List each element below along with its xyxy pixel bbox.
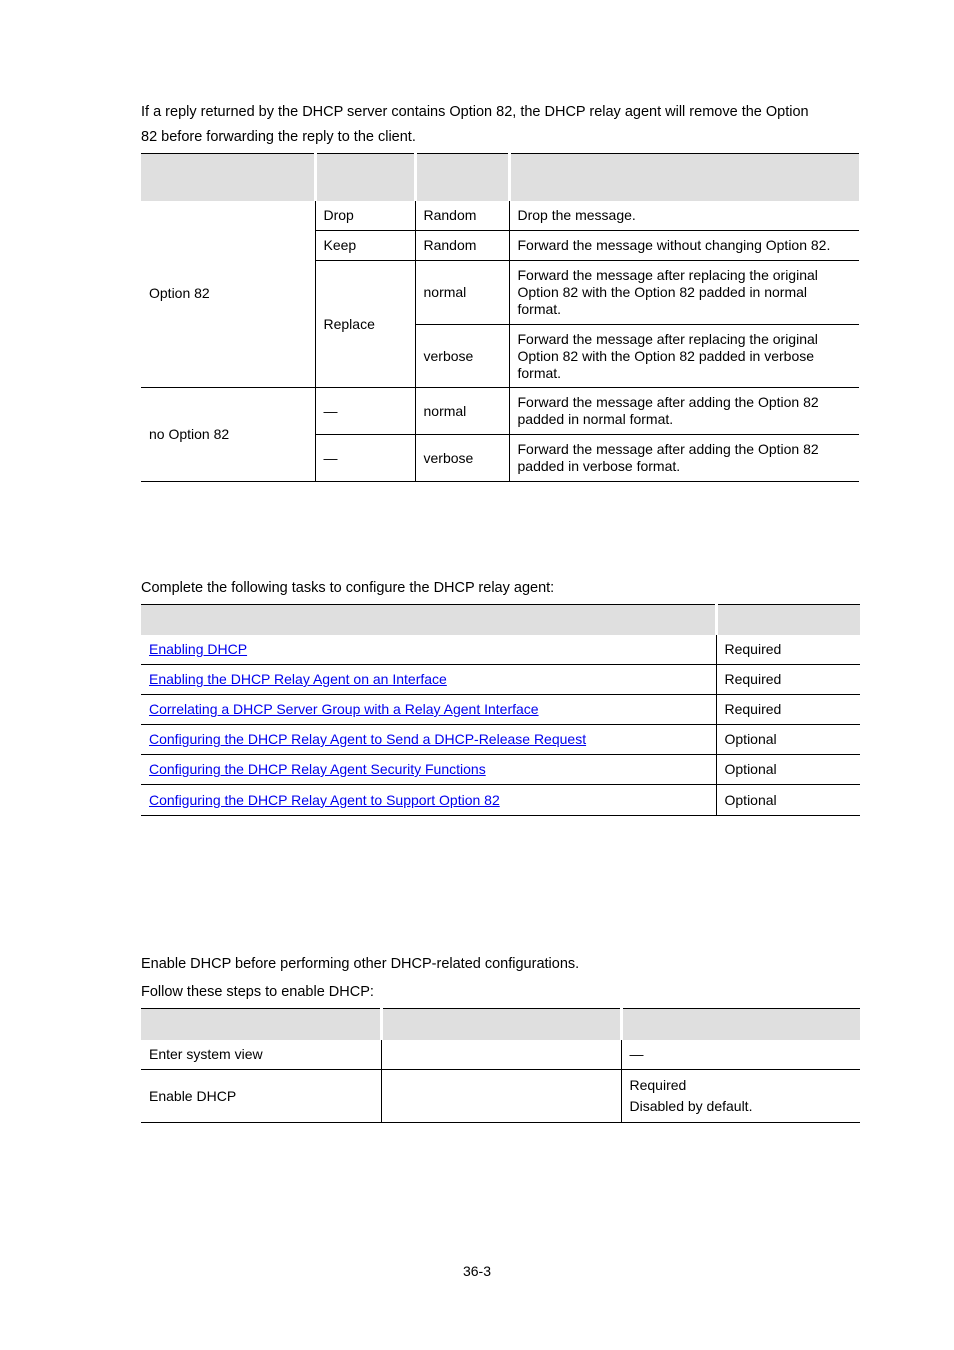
table-row — [141, 725, 860, 755]
remarks-default: Disabled by default. — [629, 1098, 753, 1114]
table-row — [141, 665, 860, 695]
table-header-row — [141, 154, 859, 201]
strategy-cell: Drop — [315, 201, 415, 231]
action-cell: Forward the message after replacing the original Option 82 with the Option 82 padded in normal format. — [509, 261, 859, 325]
tasks-intro: Complete the following tasks to configure the DHCP relay agent: — [141, 580, 555, 596]
remark-cell: Optional — [716, 755, 860, 785]
condition-cell: no Option 82 — [141, 388, 315, 482]
header-cell — [509, 154, 859, 201]
intro-line-1: If a reply returned by the DHCP server contains Option 82, the DHCP relay agent will remove the Option — [141, 104, 809, 120]
remark-cell: Optional — [716, 785, 860, 816]
intro-paragraph — [141, 100, 865, 150]
condition-cell: Option 82 — [141, 201, 315, 388]
padding-cell: normal — [415, 261, 509, 325]
task-link-correlating-server-group[interactable]: Correlating a DHCP Server Group with a Relay Agent Interface — [149, 701, 539, 717]
action-cell: Drop the message. — [509, 201, 859, 231]
header-cell — [415, 154, 509, 201]
table-row — [141, 1040, 860, 1070]
command-cell — [381, 1040, 621, 1070]
header-cell — [716, 605, 860, 635]
remark-cell: Required — [716, 695, 860, 725]
command-cell — [381, 1070, 621, 1123]
table-header-row — [141, 605, 860, 635]
header-cell — [141, 154, 315, 201]
action-cell: Forward the message after adding the Option 82 padded in verbose format. — [509, 435, 859, 482]
table-row — [141, 1070, 860, 1123]
enable-dhcp-steps-text: Follow these steps to enable DHCP: — [141, 984, 374, 1000]
table-row — [141, 201, 859, 231]
to-do-cell: Enter system view — [141, 1040, 381, 1070]
task-link-option82[interactable]: Configuring the DHCP Relay Agent to Support Option 82 — [149, 791, 500, 808]
strategy-cell: Keep — [315, 231, 415, 261]
padding-cell: normal — [415, 388, 509, 435]
strategy-cell: — — [315, 435, 415, 482]
intro-line-2: 82 before forwarding the reply to the client. — [141, 129, 416, 145]
remark-cell: Required — [716, 635, 860, 665]
remarks-cell: — — [621, 1040, 860, 1070]
action-cell: Forward the message after replacing the original Option 82 with the Option 82 padded in verbose format. — [509, 325, 859, 388]
remarks-required: Required — [629, 1077, 687, 1093]
header-cell — [315, 154, 415, 201]
enable-dhcp-text: Enable DHCP before performing other DHCP-related configurations. — [141, 956, 580, 972]
enable-dhcp-steps-table — [141, 1008, 860, 1123]
remark-cell: Optional — [716, 725, 860, 755]
strategy-cell: — — [315, 388, 415, 435]
task-link-dhcp-release[interactable]: Configuring the DHCP Relay Agent to Send a DHCP-Release Request — [149, 731, 587, 747]
task-link-enabling-relay-agent[interactable]: Enabling the DHCP Relay Agent on an Interface — [149, 671, 447, 687]
task-link-enabling-dhcp[interactable]: Enabling DHCP — [149, 640, 248, 657]
padding-cell: Random — [415, 231, 509, 261]
table-row — [141, 388, 859, 435]
header-cell — [381, 1009, 621, 1040]
padding-cell: verbose — [415, 435, 509, 482]
action-cell: Forward the message without changing Option 82. — [509, 231, 859, 261]
page-number: 36-3 — [462, 1263, 492, 1279]
padding-cell: Random — [415, 201, 509, 231]
configuration-tasks-table — [141, 604, 860, 816]
table-header-row — [141, 1009, 860, 1040]
padding-cell: verbose — [415, 325, 509, 388]
table-row — [141, 635, 860, 665]
task-link-security-functions[interactable]: Configuring the DHCP Relay Agent Security Functions — [149, 761, 486, 777]
header-cell — [141, 605, 716, 635]
header-cell — [141, 1009, 381, 1040]
to-do-cell: Enable DHCP — [141, 1070, 381, 1123]
action-cell: Forward the message after adding the Option 82 padded in normal format. — [509, 388, 859, 435]
table-row — [141, 755, 860, 785]
strategy-cell: Replace — [315, 261, 415, 388]
remark-cell: Required — [716, 665, 860, 695]
option82-handling-table — [141, 153, 859, 482]
table-row — [141, 785, 860, 816]
table-row — [141, 695, 860, 725]
remarks-cell — [621, 1070, 860, 1123]
header-cell — [621, 1009, 860, 1040]
